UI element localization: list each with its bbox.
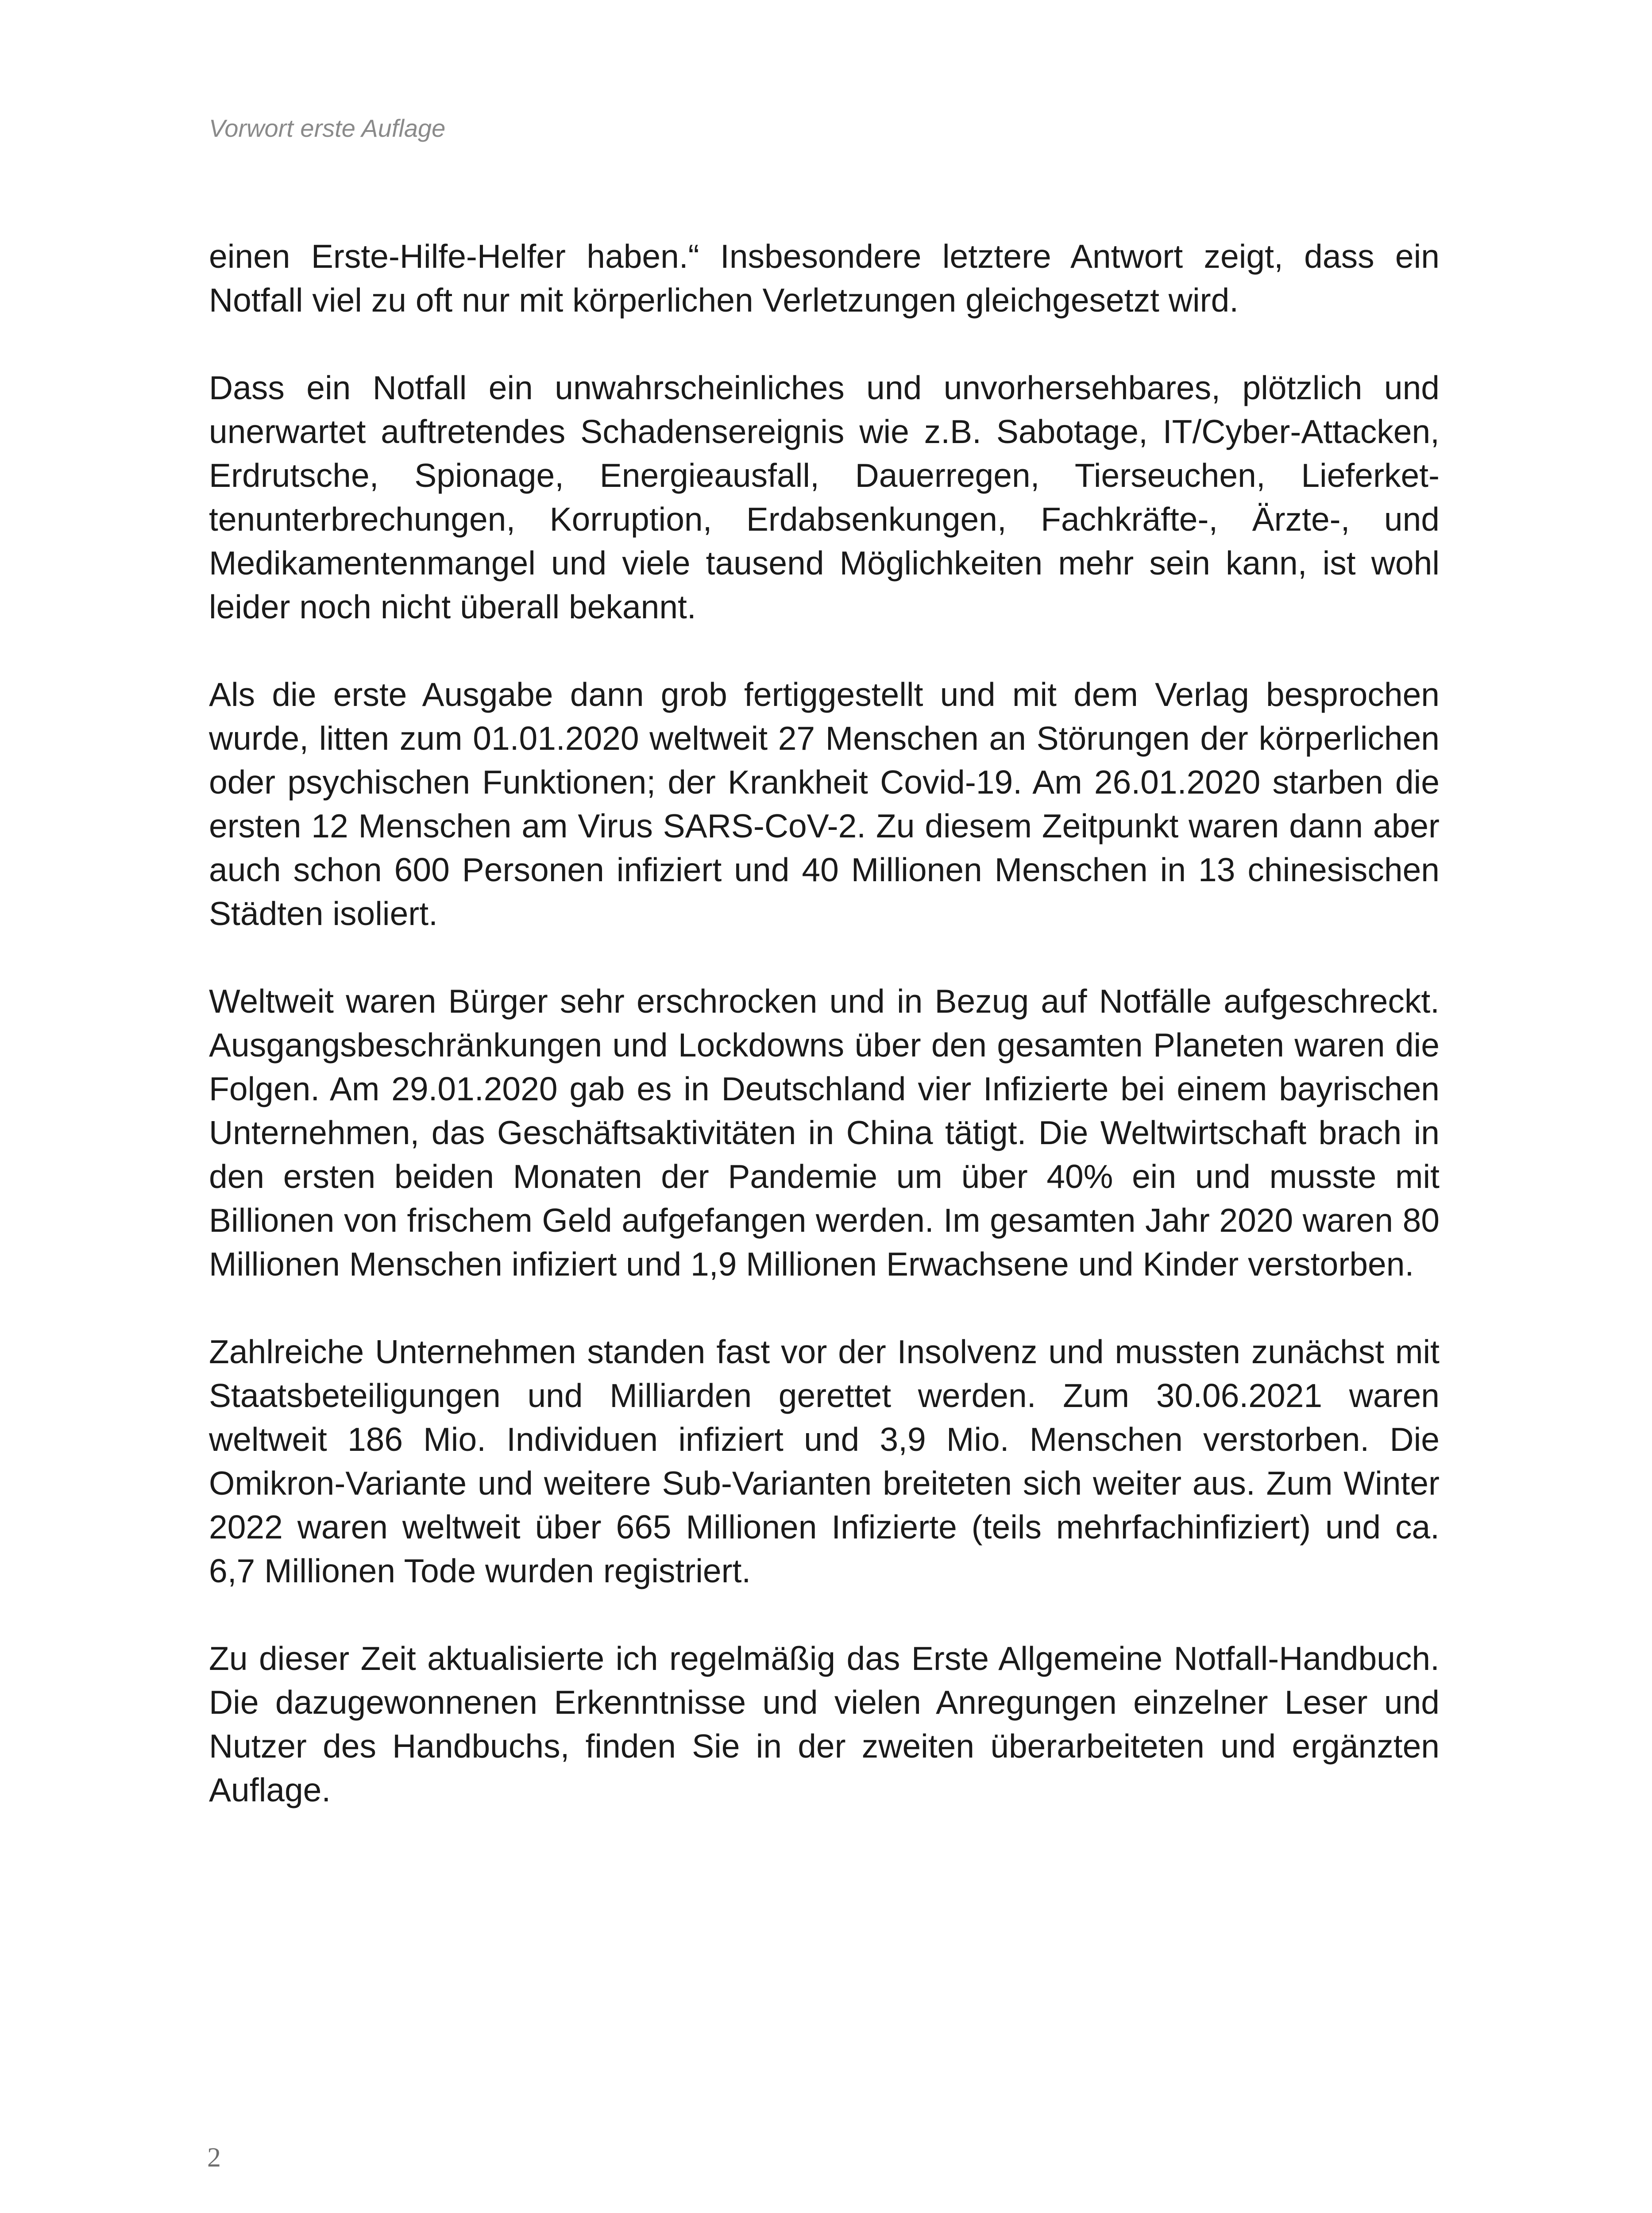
paragraph-6: Zu dieser Zeit aktualisierte ich regelmäßig das Erste Allgemeine Notfall-Handbuch. Die dazugewonnenen Erkenntnisse und vielen Anregungen einzelner Leser und Nutzer des Handbuchs, finden Sie in der zweiten überarbeiteten und ergänzten Auflage. [209, 1640, 1440, 1808]
paragraph-4: Weltweit waren Bürger sehr erschrocken und in Bezug auf Notfälle aufgeschreckt. Ausgangsbeschränkungen und Lockdowns über den gesamten Planeten waren die Folgen. Am 29.01.2020 gab es in Deutschland vier Infizierte bei einem bayrischen Unternehmen, das Geschäftsaktivitäten in China tätigt. Die Weltwirtschaft brach in den ersten beiden Monaten der Pandemie um über 40% ein und musste mit Billionen von frischem Geld aufgefangen werden. Im gesamten Jahr 2020 waren 80 Millionen Menschen infiziert und 1,9 Millionen Erwachsene und Kinder verstorben. [209, 983, 1440, 1283]
paragraph-1: einen Erste-Hilfe-Helfer haben.“ Insbesondere letztere Antwort zeigt, dass ein Notfall viel zu oft nur mit körperlichen Verletzungen gleichgesetzt wird. [209, 238, 1440, 319]
paragraph-5: Zahlreiche Unternehmen standen fast vor der Insolvenz und mussten zunächst mit Staatsbeteiligungen und Milliarden gerettet werden. Zum 30.06.2021 waren weltweit 186 Mio. Individuen infiziert und 3,9 Mio. Menschen verstorben. Die Omikron-Variante und weitere Sub-Varianten breiteten sich weiter aus. Zum Winter 2022 waren weltweit über 665 Millionen Infizierte (teils mehrfachinfiziert) und ca. 6,7 Millionen Tode wurden registriert. [209, 1333, 1440, 1589]
paragraph-3: Als die erste Ausgabe dann grob fertiggestellt und mit dem Verlag besprochen wurde, litten zum 01.01.2020 weltweit 27 Menschen an Störungen der körperlichen oder psychischen Funktionen; der Krankheit Covid-19. Am 26.01.2020 starben die ersten 12 Menschen am Virus SARS-CoV-2. Zu diesem Zeitpunkt waren dann aber auch schon 600 Personen infiziert und 40 Millionen Menschen in 13 chinesischen Städten isoliert. [209, 676, 1440, 932]
paragraph-2: Dass ein Notfall ein unwahrscheinliches und unvorhersehbares, plötzlich und unerwartet auftretendes Schadensereignis wie z.B. Sabotage, IT/Cyber-Attacken, Erdrutsche, Spionage, Energieausfall, Dauerregen, Tierseuchen, Lieferkettenunterbrechungen, Korruption, Erdabsenkungen, Fachkräfte-, Ärzte-, und Medikamentenmangel und viele tausend Möglichkeiten mehr sein kann, ist wohl leider noch nicht überall bekannt. [209, 369, 1440, 625]
body-text [209, 235, 1440, 1856]
running-header: Vorwort erste Auflage [209, 114, 446, 142]
page-number: 2 [207, 2143, 221, 2173]
